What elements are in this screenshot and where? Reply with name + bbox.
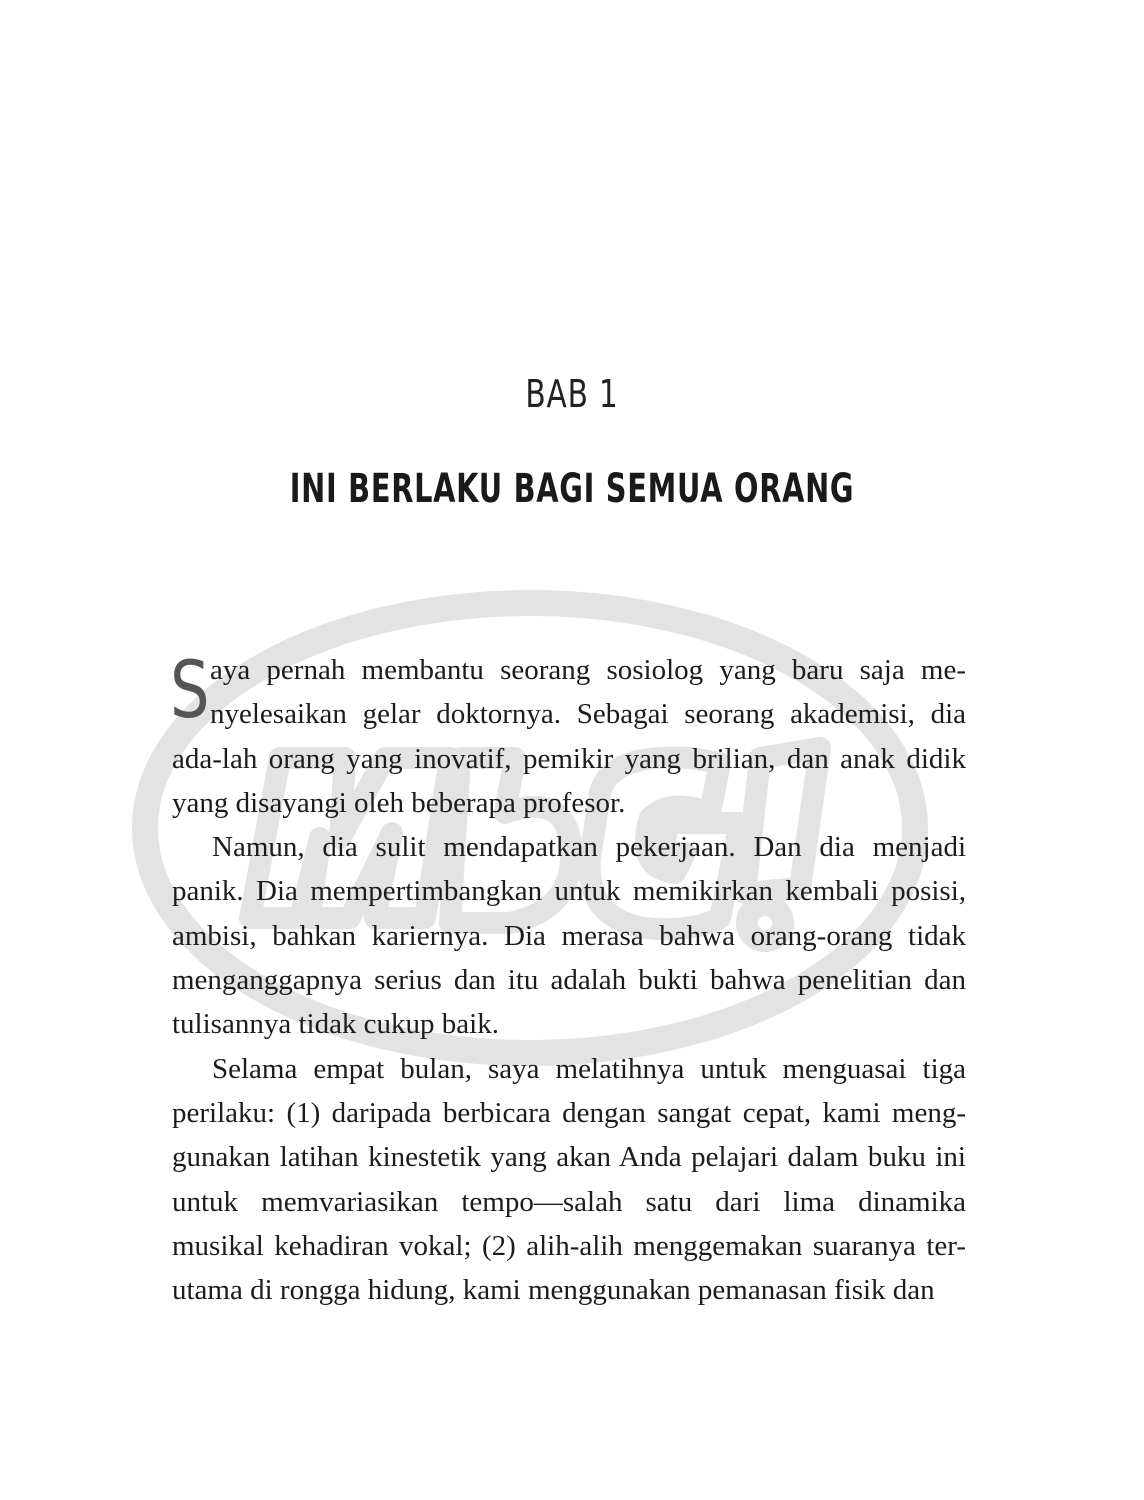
paragraph-3: Selama empat bulan, saya melatihnya untuk menguasai tiga perilaku: (1) daripada berbicara dengan sangat cepat, kami meng-gunakan latihan kinestetik yang akan Anda pelajari dalam buku ini untuk memvariasikan tempo—salah satu dari lima dinamika musikal kehadiran vokal; (2) alih-alih menggemakan suaranya ter-utama di rongga hidung, kami menggunakan pemanasan fisik dan	[172, 1052, 966, 1307]
paragraph-1-text: aya pernah membantu seorang sosiolog yang baru saja me-nyelesaikan gelar doktornya. Sebagai seorang akademisi, dia ada-lah orang yang inovatif, pemikir yang brilian, dan anak didik yang disayangi oleh beberapa profesor.	[172, 654, 966, 819]
paragraph-2: Namun, dia sulit mendapatkan pekerjaan. Dan dia menjadi panik. Dia mempertimbangkan untuk memikirkan kembali posisi, ambisi, bahkan kariernya. Dia merasa bahwa orang-orang tidak menganggapnya serius dan itu adalah bukti bahwa penelitian dan tulisannya tidak cukup baik.	[172, 831, 966, 1041]
paragraph-1	[172, 648, 966, 825]
chapter-label: BAB 1	[525, 372, 619, 416]
chapter-body	[172, 648, 966, 1312]
chapter-title: INI BERLAKU BAGI SEMUA ORANG	[289, 466, 855, 512]
drop-cap: S	[170, 646, 210, 736]
